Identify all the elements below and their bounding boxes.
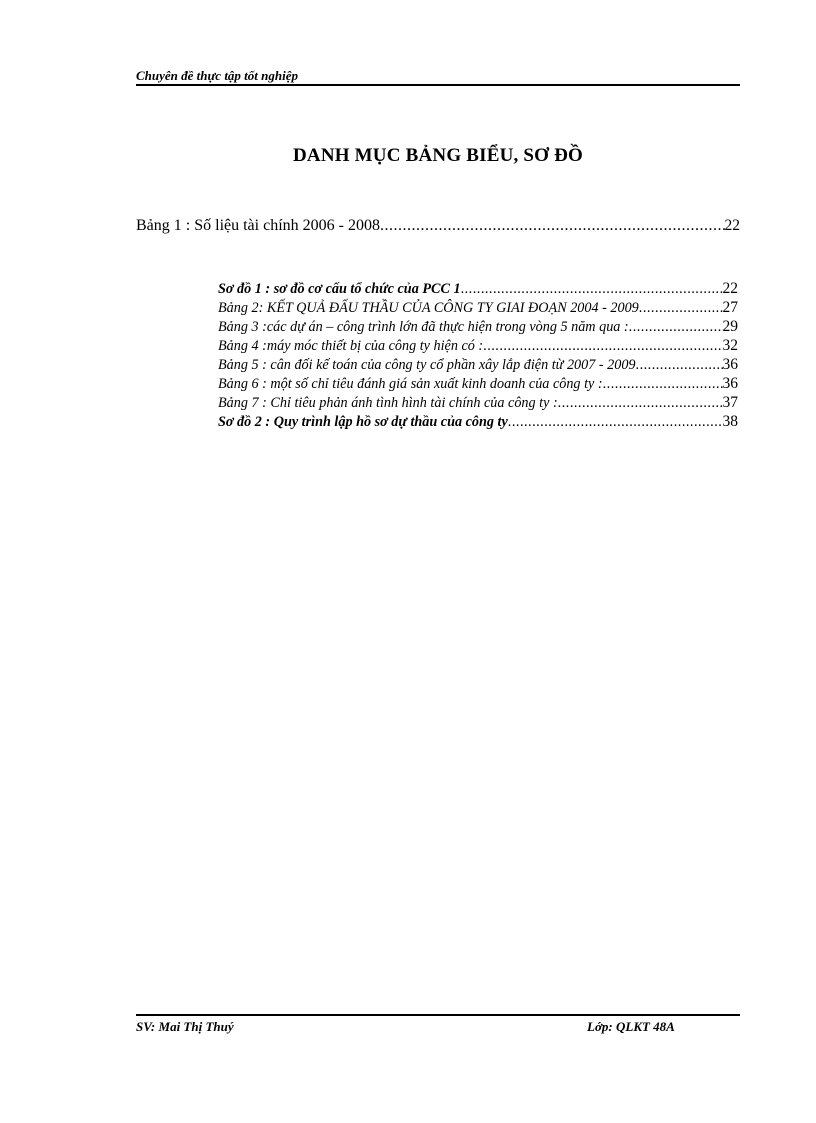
toc-entry-label: Sơ đồ 2 : Quy trình lập hồ sơ dự thầu của công ty <box>218 414 508 430</box>
toc-entry-page: 32 <box>722 337 738 354</box>
toc-main-label: Bảng 1 : Số liệu tài chính 2006 - 2008 <box>136 217 380 234</box>
toc-entry[interactable] <box>218 355 738 374</box>
toc-entry-page: 38 <box>722 413 738 430</box>
footer-student: SV: Mai Thị Thuý <box>136 1019 234 1034</box>
toc-entry-page: 37 <box>722 394 738 411</box>
toc-entry[interactable] <box>218 336 738 355</box>
toc-main-entry[interactable] <box>136 217 740 235</box>
toc-entry-page: 36 <box>722 356 738 373</box>
toc-entry-leader <box>629 318 723 337</box>
toc-entry-label: Bảng 7 : Chỉ tiêu phản ánh tình hình tài chính của công ty : <box>218 395 558 411</box>
toc-entry-label: Bảng 4 :máy móc thiết bị của công ty hiện có : <box>218 338 484 354</box>
toc-entry-leader <box>558 394 723 413</box>
toc-entry[interactable] <box>218 317 738 336</box>
footer-class: Lớp: QLKT 48A <box>587 1019 675 1034</box>
toc-entry[interactable] <box>218 412 738 431</box>
toc-entry-leader <box>483 337 722 356</box>
toc-entry-page: 29 <box>722 318 738 335</box>
toc-entry[interactable] <box>218 298 738 317</box>
toc-entry-leader <box>508 413 723 432</box>
toc-entry-page: 27 <box>722 299 738 316</box>
toc-entry-leader <box>639 299 723 318</box>
toc-main-leader <box>380 217 725 235</box>
toc-entry[interactable] <box>218 279 738 298</box>
toc-list <box>218 279 738 431</box>
toc-entry[interactable] <box>218 393 738 412</box>
toc-entry-label: Bảng 5 : cân đối kế toán của công ty cổ phần xây lắp điện từ 2007 - 2009 <box>218 357 636 373</box>
toc-entry[interactable] <box>218 374 738 393</box>
toc-entry-page: 36 <box>722 375 738 392</box>
toc-entry-label: Sơ đồ 1 : sơ đồ cơ cấu tổ chức của PCC 1 <box>218 281 461 297</box>
toc-entry-leader <box>603 375 723 394</box>
toc-entry-label: Bảng 6 : một số chỉ tiêu đánh giá sản xuất kinh doanh của công ty : <box>218 376 603 392</box>
toc-main-page: 22 <box>724 217 740 234</box>
toc-entry-leader <box>636 356 723 375</box>
toc-entry-label: Bảng 2: KẾT QUẢ ĐẤU THẦU CỦA CÔNG TY GIAI ĐOẠN 2004 - 2009 <box>218 300 639 316</box>
header-divider <box>136 84 740 86</box>
footer-divider <box>136 1014 740 1016</box>
toc-entry-leader <box>461 280 723 299</box>
page-title: DANH MỤC BẢNG BIỂU, SƠ ĐỒ <box>292 145 584 166</box>
toc-entry-page: 22 <box>722 280 738 297</box>
running-header: Chuyên đề thực tập tốt nghiệp <box>136 68 298 83</box>
toc-entry-label: Bảng 3 :các dự án – công trình lớn đã thực hiện trong vòng 5 năm qua : <box>218 319 629 335</box>
